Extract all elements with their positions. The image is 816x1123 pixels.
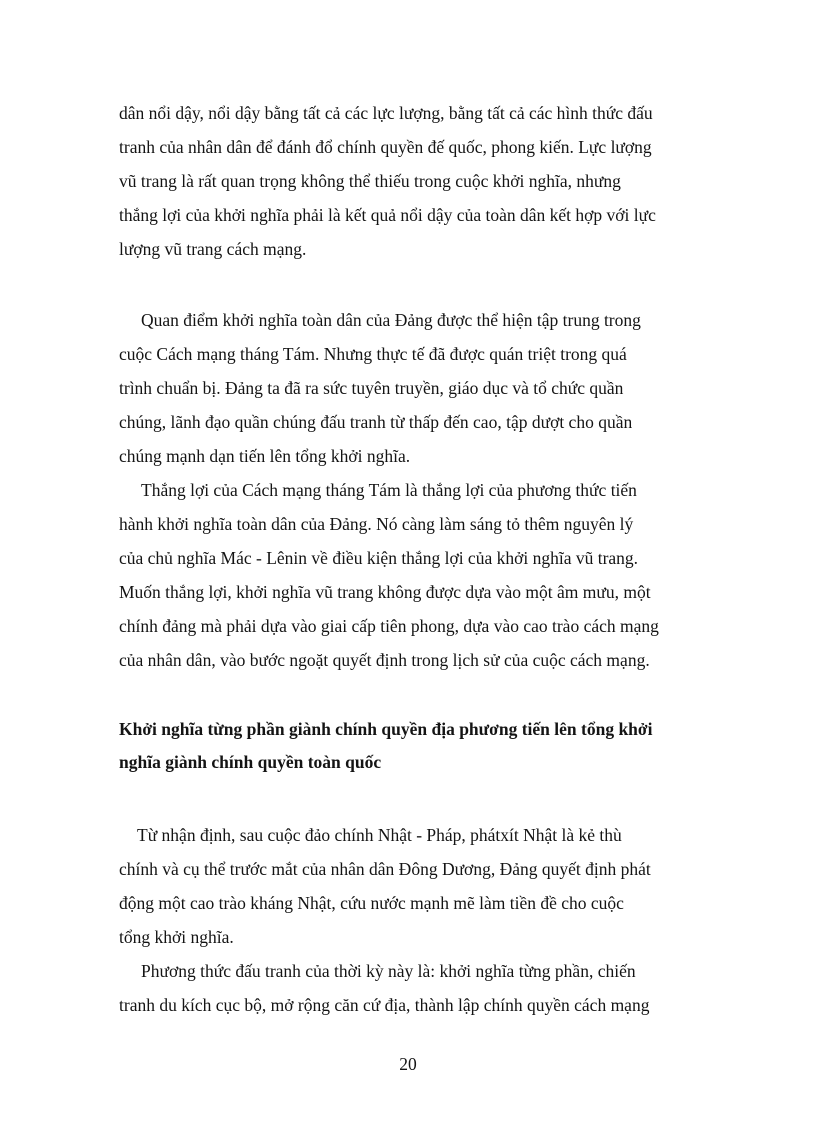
text-line: Quan điểm khởi nghĩa toàn dân của Đảng được thể hiện tập trung trong [141,310,641,330]
section-heading [119,713,699,779]
text-line: tổng khởi nghĩa. [119,927,234,947]
text-line: chính và cụ thể trước mắt của nhân dân Đông Dương, Đảng quyết định phát [119,859,651,879]
text-line: chúng, lãnh đạo quần chúng đấu tranh từ thấp đến cao, tập dượt cho quần [119,412,633,432]
paragraph-2 [119,303,699,677]
text-line: thắng lợi của khởi nghĩa phải là kết quả nổi dậy của toàn dân kết hợp với lực [119,205,656,225]
text-line: hành khởi nghĩa toàn dân của Đảng. Nó càng làm sáng tỏ thêm nguyên lý [119,514,634,534]
text-line: Thắng lợi của Cách mạng tháng Tám là thắng lợi của phương thức tiến [141,480,637,500]
text-line: lượng vũ trang cách mạng. [119,239,307,259]
paragraph-3 [119,818,699,1022]
text-line: chính đảng mà phải dựa vào giai cấp tiên phong, dựa vào cao trào cách mạng [119,616,659,636]
text-line: của nhân dân, vào bước ngoặt quyết định trong lịch sử của cuộc cách mạng. [119,650,650,670]
text-line: động một cao trào kháng Nhật, cứu nước mạnh mẽ làm tiền đề cho cuộc [119,893,624,913]
text-line: Muốn thắng lợi, khởi nghĩa vũ trang không được dựa vào một âm mưu, một [119,582,651,602]
heading-line: nghĩa giành chính quyền toàn quốc [119,752,382,772]
text-line: chúng mạnh dạn tiến lên tổng khởi nghĩa. [119,446,411,466]
text-line: vũ trang là rất quan trọng không thể thiếu trong cuộc khởi nghĩa, nhưng [119,171,621,191]
text-line: cuộc Cách mạng tháng Tám. Nhưng thực tế đã được quán triệt trong quá [119,344,627,364]
text-line: tranh du kích cục bộ, mở rộng căn cứ địa, thành lập chính quyền cách mạng [119,995,650,1015]
text-line: Từ nhận định, sau cuộc đảo chính Nhật - Pháp, phátxít Nhật là kẻ thù [137,825,622,845]
page-number: 20 [399,1054,417,1074]
paragraph-1 [119,96,699,266]
text-line: dân nổi dậy, nổi dậy bằng tất cả các lực lượng, bằng tất cả các hình thức đấu [119,103,653,123]
text-line: Phương thức đấu tranh của thời kỳ này là: khởi nghĩa từng phần, chiến [141,961,636,981]
text-line: tranh của nhân dân để đánh đổ chính quyền đế quốc, phong kiến. Lực lượng [119,137,652,157]
heading-line: Khởi nghĩa từng phần giành chính quyền địa phương tiến lên tổng khởi [119,719,653,739]
text-line: trình chuẩn bị. Đảng ta đã ra sức tuyên truyền, giáo dục và tổ chức quần [119,378,624,398]
text-line: của chủ nghĩa Mác - Lênin về điều kiện thắng lợi của khởi nghĩa vũ trang. [119,548,639,568]
